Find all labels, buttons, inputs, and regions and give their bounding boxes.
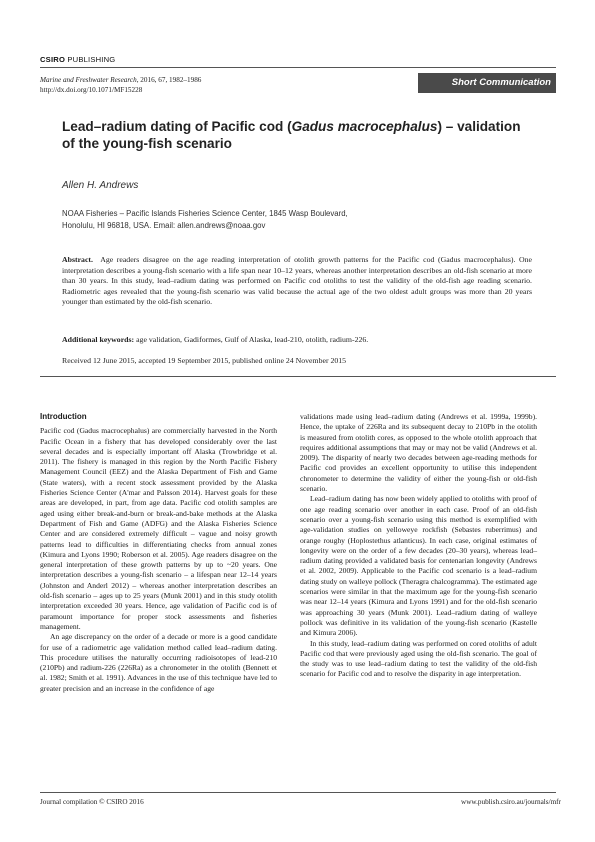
footer-copyright: Journal compilation © CSIRO 2016 — [40, 798, 144, 806]
doi-link[interactable]: http://dx.doi.org/10.1071/MF15228 — [40, 86, 143, 94]
author-affiliation: NOAA Fisheries – Pacific Islands Fisheries Science Center, 1845 Wasp Boulevard, Honolulu, HI 96818, USA. Email: allen.andrews@noaa.gov — [62, 209, 348, 230]
paragraph: Pacific cod (Gadus macrocephalus) are commercially harvested in the North Pacific Ocean in a fishery that has developed considerably over the last several decades and is especially important off Alaska (Trowbridge et al. 2011). The fishery is managed in this region by the North Pacific Fishery Management Council (EEZ) and the Alaska Department of Fish and Game (State waters), with a recent stock assessment provided by the Alaska Fisheries Science Center (A'mar and Palsson 2014). Harvest goals for these areas are developed, in part, from age data. Pacific cod otolith samples are aged using either break-and-burn or break-and-bake methods at the Alaska Department of Fish and Game (ADFG) and the Alaska Fisheries Science Center and are considered extremely difficult – vague and noisy growth patterns lead to difficulties in differentiating checks from annual zones (Kimura and Lyons 1990; Roberson et al. 2005). Age readers disagree on the general interpretation of these growth patterns by up to ~20 years. One interpretation describes a young-fish scenario – a lifespan near 12–14 years (Johnston and Anderl 2012) – whereas another interpretation describes an old-fish scenario – ages up to 25 years (Munk 2001) and in this study otolith interpretation exceeded 30 years. Hence, age validation of Pacific cod is of paramount importance for proper stock assessments and fisheries management. — [40, 426, 277, 631]
abstract-rule — [40, 376, 556, 377]
header-rule — [40, 67, 556, 68]
paragraph: In this study, lead–radium dating was performed on cored otoliths of adult Pacific cod that were previously aged using the old-fish scenario. The goal of the study was to use lead–radium dating to test the validity of the old-fish scenario for Pacific cod and to resolve the disparity in age interpretation. — [300, 638, 537, 679]
left-column — [40, 412, 277, 694]
footer-rule — [40, 792, 556, 793]
footer-url[interactable]: www.publish.csiro.au/journals/mfr — [461, 798, 561, 806]
paragraph: An age discrepancy on the order of a decade or more is a good candidate for use of a radiometric age validation method called lead–radium dating. This procedure utilises the naturally occurring radioisotopes of lead-210 (210Pb) and radium-226 (226Ra) as a chronometer in the otolith (Bennett et al. 1982; Smith et al. 1991). Advances in the use of this technique have led to greater precision and an increase in the confidence of age — [40, 632, 277, 693]
right-column — [300, 412, 537, 680]
article-type-badge: Short Communication — [418, 73, 556, 93]
publisher-name: CSIRO PUBLISHING — [40, 55, 116, 64]
paragraph: validations made using lead–radium dating (Andrews et al. 1999a, 1999b). Hence, the uptake of 226Ra and its subsequent decay to 210Pb in the otolith is measured from otolith cores, as opposed to the whole otolith approach that requires additional assumptions that may or may not be valid (Andrews et al. 2009). The disparity of nearly two decades between age-reading methods for Pacific cod provides an excellent opportunity to utilise this independent chronometer to determine the validity of either the young-fish or old-fish scenario. — [300, 412, 537, 494]
author-name: Allen H. Andrews — [62, 180, 139, 191]
received-dates: Received 12 June 2015, accepted 19 September 2015, published online 24 November 2015 — [62, 356, 347, 365]
paragraph: Lead–radium dating has now been widely applied to otoliths with proof of one age reading scenario over another in each case. Proof of an old-fish scenario over a young-fish scenario using this method is exemplified with age-validation studies on yelloweye rockfish (Sebastes ruberrimus) and orange roughy (Hoplostethus atlanticus). In each case, original estimates of longevity were on the order of a few decades (20–30 years), whereas lead–radium dating provided a validated basis for centenarian longevity (Andrews et al. 2002, 2009). Applicable to the Pacific cod scenario is a lead–radium dating study on walleye pollock (Theragra chalcogramma). The estimated age scenarios were similar in that the maximum age for the young-fish scenario was near 12–14 years (Kimura and Lyons 1991) and for the old-fish scenario was approaching 30 years (Munk 2001). Lead–radium dating of walleye pollock was definitive in its validation of the young-fish scenario (Kastelle and Kimura 2006). — [300, 494, 537, 638]
abstract: Abstract. Age readers disagree on the age reading interpretation of otolith growth patterns for the Pacific cod (Gadus macrocephalus). One interpretation describes a young-fish scenario with a life span near 10–12 years, whereas another interpretation describes an old-fish scenario at more than 30 years. In this study, lead–radium dating was performed on Pacific cod otoliths to test the validity of the old-fish age reading scenario. Radiometric ages revealed that the young-fish scenario was valid because the actual age of the two oldest adult groups was more than 20 years younger than estimated by the old-fish scenario. — [62, 255, 532, 307]
journal-citation: Marine and Freshwater Research, 2016, 67, 1982–1986 — [40, 76, 202, 84]
section-heading-introduction: Introduction — [40, 412, 87, 421]
article-title: Lead–radium dating of Pacific cod (Gadus macrocephalus) – validation of the young-fish scenario — [62, 119, 521, 151]
keywords: Additional keywords: age validation, Gadiformes, Gulf of Alaska, lead-210, otolith, radium-226. — [62, 335, 369, 344]
